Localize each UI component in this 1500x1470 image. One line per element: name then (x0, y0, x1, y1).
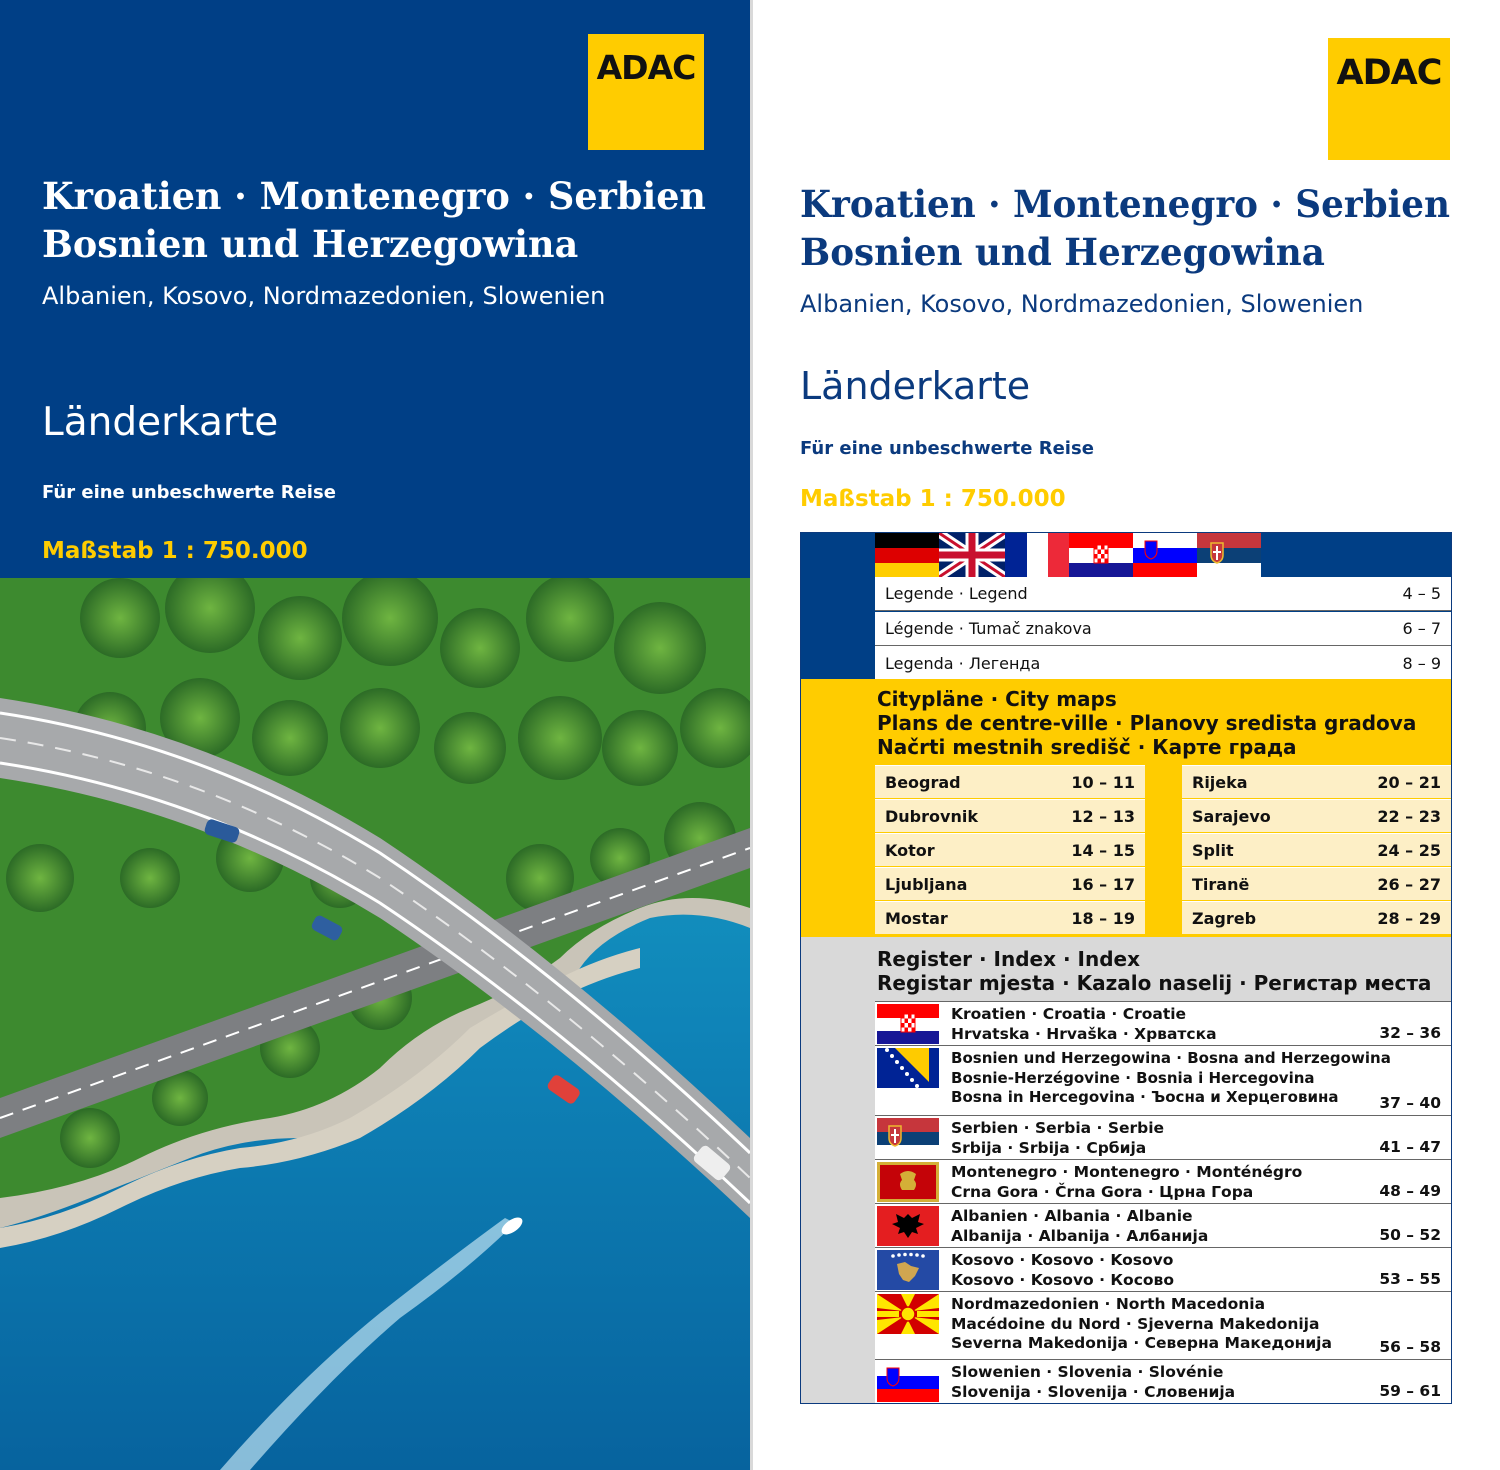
legend-pages: 6 – 7 (1402, 619, 1441, 638)
register-line: Slowenien · Slovenia · Slovénie (951, 1363, 1224, 1381)
city-pages: 20 – 21 (1377, 772, 1441, 792)
city-row[interactable] (875, 765, 1145, 798)
adac-logo: ADAC (1328, 38, 1450, 160)
city-name: Rijeka (1192, 772, 1248, 792)
montenegro-flag-icon (877, 1162, 939, 1202)
register-heading (877, 947, 1431, 995)
cover-title (42, 172, 715, 268)
register-text (951, 1163, 1302, 1202)
city-row[interactable] (1182, 867, 1451, 900)
register-row[interactable] (875, 1115, 1451, 1159)
heading-line: Register · Index · Index (877, 947, 1140, 971)
croatia-flag-icon (877, 1004, 939, 1044)
legend-row[interactable] (875, 646, 1451, 680)
title-line-1: Kroatien · Montenegro · Serbien (800, 182, 1450, 226)
table-of-contents (800, 532, 1452, 1404)
register-row[interactable] (875, 1001, 1451, 1045)
register-pages: 53 – 55 (1379, 1270, 1441, 1288)
register-row[interactable] (875, 1247, 1451, 1291)
city-name: Tiranë (1192, 874, 1250, 894)
city-maps-section (801, 679, 1451, 937)
register-line: Albanija · Albanija · Албанија (951, 1226, 1209, 1245)
city-pages: 26 – 27 (1377, 874, 1441, 894)
city-name: Sarajevo (1192, 806, 1271, 826)
scale-label: Maßstab 1 : 750.000 (800, 486, 1066, 512)
city-row[interactable] (875, 799, 1145, 832)
register-line: Srbija · Srbija · Србија (951, 1138, 1147, 1157)
register-line: Slovenija · Slovenija · Словенија (951, 1382, 1236, 1401)
city-name: Mostar (885, 908, 948, 928)
heading-line: Registar mjesta · Kazalo naselij · Регистар места (877, 971, 1432, 995)
register-row[interactable] (875, 1159, 1451, 1203)
register-text (951, 1119, 1164, 1158)
north-macedonia-flag-icon (877, 1294, 939, 1334)
register-line: Montenegro · Montenegro · Monténégro (951, 1163, 1303, 1181)
albania-flag-icon (877, 1206, 939, 1246)
register-line: Kosovo · Kosovo · Kosovo (951, 1251, 1174, 1269)
legend-pages: 4 – 5 (1402, 584, 1441, 603)
register-pages: 41 – 47 (1379, 1138, 1441, 1156)
city-pages: 16 – 17 (1071, 874, 1135, 894)
register-pages: 48 – 49 (1379, 1182, 1441, 1200)
heading-line: Citypläne · City maps (877, 687, 1117, 711)
city-pages: 18 – 19 (1071, 908, 1135, 928)
bosnia-flag-icon (877, 1048, 939, 1088)
legend-label: Legenda · Легенда (885, 653, 1041, 673)
register-row[interactable] (875, 1045, 1451, 1115)
register-text (951, 1049, 1405, 1108)
city-pages: 14 – 15 (1071, 840, 1135, 860)
city-pages: 10 – 11 (1071, 772, 1135, 792)
map-type: Länderkarte (800, 364, 1031, 408)
heading-line: Načrti mestnih središč · Карте града (877, 735, 1297, 759)
city-row[interactable] (875, 901, 1145, 934)
register-line: Bosna in Hercegovina · Ъосна и Херцеговина (951, 1088, 1339, 1106)
adac-logo: ADAC (588, 34, 704, 150)
legend-label: Légende · Tumač znakova (885, 619, 1092, 638)
city-maps-heading (877, 687, 1416, 759)
france-flag-icon (1005, 533, 1069, 577)
register-pages: 56 – 58 (1379, 1338, 1441, 1356)
city-pages: 24 – 25 (1377, 840, 1441, 860)
city-row[interactable] (1182, 799, 1451, 832)
register-text (951, 1251, 1174, 1290)
title-line-2: Bosnien und Herzegowina (800, 230, 1325, 274)
kosovo-flag-icon (877, 1250, 939, 1290)
register-pages: 37 – 40 (1379, 1094, 1441, 1112)
back-subtitle: Albanien, Kosovo, Nordmazedonien, Slowenien (800, 290, 1364, 318)
tagline: Für eine unbeschwerte Reise (42, 482, 336, 503)
register-line: Bosnie-Herzégovine · Bosnia i Hercegovina (951, 1068, 1315, 1087)
register-row[interactable] (875, 1359, 1451, 1403)
register-pages: 32 – 36 (1379, 1024, 1441, 1042)
city-name: Split (1192, 840, 1234, 860)
register-text (951, 1005, 1217, 1044)
city-pages: 12 – 13 (1071, 806, 1135, 826)
cover-subtitle: Albanien, Kosovo, Nordmazedonien, Slowenien (42, 282, 606, 310)
register-text (951, 1207, 1208, 1246)
register-line: Severna Makedonija · Северна Македонија (951, 1334, 1332, 1352)
tagline: Für eine unbeschwerte Reise (800, 438, 1094, 459)
city-row[interactable] (1182, 901, 1451, 934)
city-row[interactable] (1182, 833, 1451, 866)
slovenia-flag-icon (1133, 533, 1197, 577)
register-text (951, 1363, 1235, 1402)
germany-flag-icon (875, 533, 939, 577)
map-type: Länderkarte (42, 400, 279, 445)
title-line-1: Kroatien · Montenegro · Serbien (42, 174, 706, 218)
register-line: Nordmazedonien · North Macedonia (951, 1295, 1266, 1313)
register-line: Albanien · Albania · Albanie (951, 1207, 1193, 1225)
croatia-flag-icon (1069, 533, 1133, 577)
register-line: Serbien · Serbia · Serbie (951, 1119, 1165, 1137)
register-line: Bosnien und Herzegowina · Bosna and Herzegowina (951, 1049, 1391, 1067)
city-pages: 28 – 29 (1377, 908, 1441, 928)
city-name: Zagreb (1192, 908, 1257, 928)
legend-row[interactable] (875, 577, 1451, 611)
aerial-coast-photo (0, 578, 750, 1470)
register-line: Crna Gora · Črna Gora · Црна Гора (951, 1182, 1254, 1201)
register-row[interactable] (875, 1203, 1451, 1247)
legend-row[interactable] (875, 612, 1451, 646)
register-row[interactable] (875, 1291, 1451, 1359)
register-line: Kroatien · Croatia · Croatie (951, 1005, 1187, 1023)
city-name: Ljubljana (885, 874, 968, 894)
heading-line: Plans de centre-ville · Planovy sredista gradova (877, 711, 1417, 735)
register-line: Kosovo · Kosovo · Косово (951, 1270, 1175, 1289)
slovenia-flag-icon (877, 1362, 939, 1402)
legend-section (801, 533, 1451, 679)
scale-label: Maßstab 1 : 750.000 (42, 538, 308, 564)
city-name: Kotor (885, 840, 935, 860)
city-pages: 22 – 23 (1377, 806, 1441, 826)
city-row[interactable] (1182, 765, 1451, 798)
city-name: Dubrovnik (885, 806, 978, 826)
serbia-flag-icon (877, 1118, 939, 1158)
register-text (951, 1295, 1332, 1354)
register-pages: 59 – 61 (1379, 1382, 1441, 1400)
language-flags (875, 533, 1261, 577)
cover-divider (750, 0, 753, 1470)
serbia-flag-icon (1197, 533, 1261, 577)
legend-pages: 8 – 9 (1402, 653, 1441, 673)
legend-label: Legende · Legend (885, 584, 1028, 603)
title-line-2: Bosnien und Herzegowina (42, 222, 579, 266)
city-row[interactable] (875, 867, 1145, 900)
city-name: Beograd (885, 772, 961, 792)
back-title (800, 180, 1473, 276)
city-row[interactable] (875, 833, 1145, 866)
register-line: Macédoine du Nord · Sjeverna Makedonija (951, 1314, 1320, 1333)
register-pages: 50 – 52 (1379, 1226, 1441, 1244)
register-section (801, 937, 1451, 1403)
uk-flag-icon (939, 533, 1005, 577)
register-line: Hrvatska · Hrvaška · Хрватска (951, 1024, 1217, 1043)
